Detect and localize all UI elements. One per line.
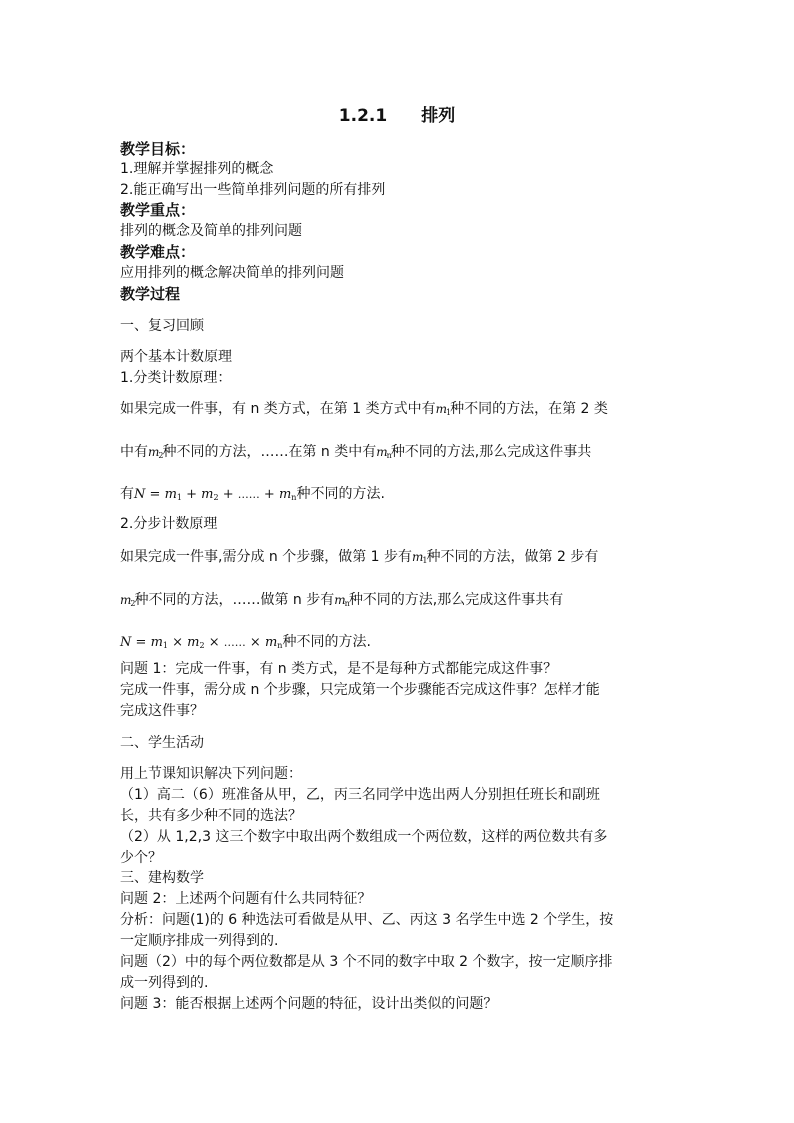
multiplication-line-2: $m_2$种不同的方法，……做第 n 步有$m_n$种不同的方法,那么完成这件事共有 bbox=[120, 592, 564, 608]
analysis-2-line-1: 问题（2）中的每个两位数都是从 3 个不同的数字中取 2 个数字，按一定顺序排 bbox=[120, 954, 613, 970]
formula-mn: $m_n$ bbox=[334, 593, 349, 608]
addition-line-1: 如果完成一件事，有 n 类方式，在第 1 类方式中有$m_1$种不同的方法，在第 2 类 bbox=[120, 401, 608, 417]
formula-mn: $m_n$ bbox=[376, 445, 391, 460]
formula-product: $N = m_1 \times m_2$ × …… × $m_n$ bbox=[120, 635, 283, 650]
multiplication-line-3: $N = m_1 \times m_2$ × …… × $m_n$种不同的方法. bbox=[120, 634, 371, 650]
lesson-title bbox=[0, 106, 794, 126]
problem-1-line-2: 长，共有多少种不同的选法？ bbox=[120, 808, 302, 824]
question-1b-line-1: 完成一件事，需分成 n 个步骤，只完成第一个步骤能否完成这件事？怎样才能 bbox=[120, 682, 600, 698]
formula-m1: $m_1$ bbox=[412, 550, 427, 565]
problem-2-line-2: 少个？ bbox=[120, 850, 162, 866]
multiplication-line-1: 如果完成一件事,需分成 n 个步骤，做第 1 步有$m_1$种不同的方法，做第 2 步有 bbox=[120, 549, 599, 565]
process-heading: 教学过程 bbox=[120, 285, 181, 303]
review-intro: 两个基本计数原理 bbox=[120, 349, 232, 365]
addition-line-2: 中有$m_2$种不同的方法，……在第 n 类中有$m_n$种不同的方法,那么完成这件事共 bbox=[120, 444, 592, 460]
analysis-line-1: 分析：问题(1)的 6 种选法可看做是从甲、乙、丙这 3 名学生中选 2 个学生，按 bbox=[120, 912, 614, 928]
key-points-text: 排列的概念及简单的排列问题 bbox=[120, 223, 302, 239]
objectives-heading: 教学目标： bbox=[120, 140, 196, 158]
analysis-line-2: 一定顺序排成一列得到的. bbox=[120, 933, 279, 949]
addition-line-3: 有$N = m_1 + m_2$ + …… + $m_n$种不同的方法. bbox=[120, 486, 385, 502]
difficulties-heading: 教学难点： bbox=[120, 243, 196, 261]
problem-1-line-1: （1）高二（6）班准备从甲，乙，丙三名同学中选出两人分别担任班长和副班 bbox=[120, 787, 600, 803]
review-heading: 一、复习回顾 bbox=[120, 318, 204, 334]
question-1b-line-2: 完成这件事？ bbox=[120, 703, 204, 719]
problem-2-line-1: （2）从 1,2,3 这三个数字中取出两个数组成一个两位数，这样的两位数共有多 bbox=[120, 829, 608, 845]
formula-sum: $N = m_1 + m_2$ + …… + $m_n$ bbox=[134, 487, 297, 502]
formula-m2: $m_2$ bbox=[120, 593, 135, 608]
activity-intro: 用上节课知识解决下列问题： bbox=[120, 766, 302, 782]
addition-principle-label: 1.分类计数原理： bbox=[120, 370, 232, 386]
difficulties-text: 应用排列的概念解决简单的排列问题 bbox=[120, 265, 344, 281]
objective-item-1: 1.理解并掌握排列的概念 bbox=[120, 161, 274, 177]
question-1a: 问题 1：完成一件事，有 n 类方式，是不是每种方式都能完成这件事？ bbox=[120, 661, 558, 677]
question-3: 问题 3：能否根据上述两个问题的特征，设计出类似的问题？ bbox=[120, 996, 498, 1012]
question-2: 问题 2：上述两个问题有什么共同特征？ bbox=[120, 891, 372, 907]
lesson-number: 1.2.1 bbox=[338, 106, 388, 126]
multiplication-principle-label: 2.分步计数原理 bbox=[120, 516, 218, 532]
formula-m2: $m_2$ bbox=[148, 445, 163, 460]
construct-heading: 三、建构数学 bbox=[120, 870, 204, 886]
activity-heading: 二、学生活动 bbox=[120, 735, 204, 751]
formula-m1: $m_1$ bbox=[435, 402, 451, 417]
objective-item-2: 2.能正确写出一些简单排列问题的所有排列 bbox=[120, 182, 386, 198]
analysis-2-line-2: 成一列得到的. bbox=[120, 975, 209, 991]
key-points-heading: 教学重点： bbox=[120, 201, 196, 219]
lesson-name: 排列 bbox=[421, 106, 456, 126]
